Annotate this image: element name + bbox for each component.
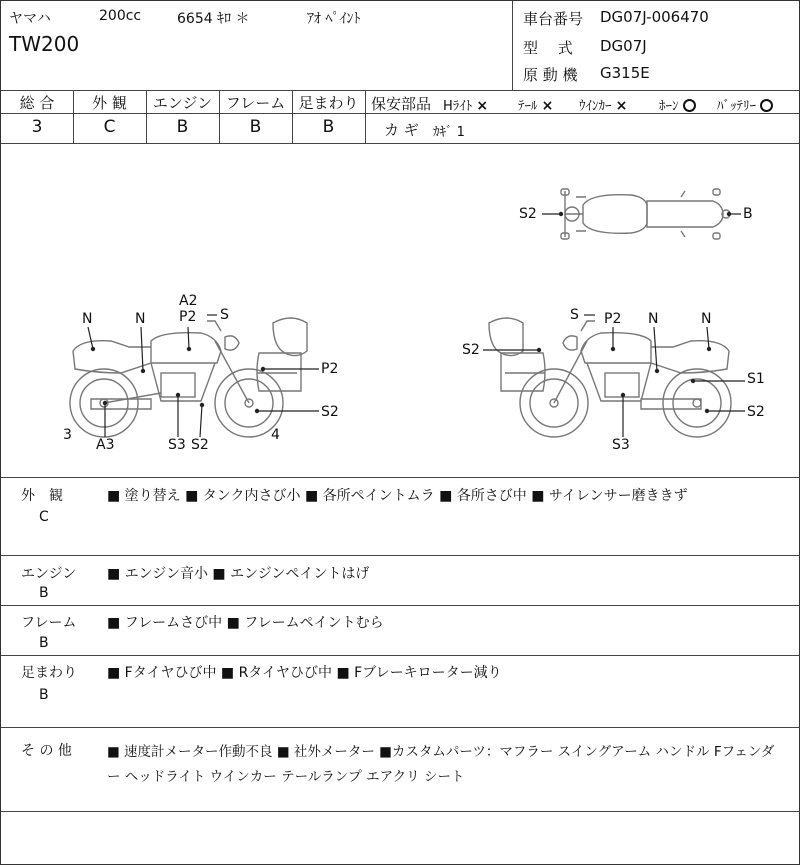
diagram-label: A2 <box>179 293 198 309</box>
remark-grade-exterior: C <box>39 509 49 525</box>
diagram-label: S2 <box>462 342 480 358</box>
diagram-label: N <box>701 311 712 327</box>
safety-item-name: Hﾗｲﾄ <box>443 99 473 114</box>
diagram-label: S2 <box>321 404 339 420</box>
color: ｱｵ ﾍﾟｲﾝﾄ <box>307 11 361 27</box>
safety-label: 保安部品 <box>371 95 432 113</box>
engine-value: G315E <box>600 64 650 82</box>
divider <box>1 811 800 812</box>
diagram-label: P2 <box>604 311 622 327</box>
displacement: 200cc <box>99 8 142 24</box>
cross-icon: × <box>541 98 554 114</box>
safety-item-name: ﾊﾞｯﾃﾘｰ <box>717 99 756 114</box>
cross-icon: × <box>476 98 489 114</box>
grade-header-engine: エンジン <box>152 94 213 112</box>
frame-no-label: 車台番号 <box>523 10 584 28</box>
grade-value-exterior: C <box>103 117 116 137</box>
engine-label: 原 動 機 <box>523 66 578 84</box>
divider <box>1 605 800 606</box>
divider <box>1 477 800 478</box>
grade-header-frame: フレーム <box>225 94 286 112</box>
type-label: 型 式 <box>523 39 573 57</box>
right-side-bike <box>489 318 731 437</box>
safety-item-name: ｳｲﾝｶｰ <box>579 99 612 114</box>
remark-label-suspension: 足まわり <box>21 665 77 681</box>
type-value: DG07J <box>600 37 647 55</box>
grade-value-total: 3 <box>31 117 43 137</box>
maker: ヤマハ <box>9 11 51 27</box>
grade-header-suspension: 足まわり <box>298 94 359 112</box>
remark-label-exterior: 外 観 <box>21 488 63 504</box>
diagram-label: S2 <box>747 404 765 420</box>
diagram-label: 3 <box>63 427 72 443</box>
remark-grade-suspension: B <box>39 687 49 703</box>
remark-text-suspension: ■ Fタイヤひび中 ■ Rタイヤひび中 ■ Fブレーキローター減り <box>107 665 502 681</box>
diagram-label: N <box>82 311 93 327</box>
safety-item-name: ﾎｰﾝ <box>659 99 679 114</box>
cross-icon: × <box>615 98 628 114</box>
grade-header-exterior: 外 観 <box>92 94 127 112</box>
divider <box>1 655 800 656</box>
diagram-label: S2 <box>519 206 537 222</box>
remark-label-engine: エンジン <box>21 566 77 582</box>
remark-text-other: ー ヘッドライト ウインカー テールランプ エアクリ シート <box>107 769 465 785</box>
diagram-label: S2 <box>191 437 209 453</box>
remark-text-engine: ■ エンジン音小 ■ エンジンペイントはげ <box>107 566 370 582</box>
bike-diagram <box>1 1 800 865</box>
mileage: 6654 ｷﾛ ＊ <box>177 11 250 27</box>
remark-label-other: そ の 他 <box>21 743 72 759</box>
remark-grade-frame: B <box>39 635 49 651</box>
diagram-label: B <box>743 206 753 222</box>
diagram-label: N <box>648 311 659 327</box>
remark-text-other: ■ 速度計メーター作動不良 ■ 社外メーター ■カスタムパーツ：マフラー スイングアーム ハンドル Fフェンダ <box>107 744 775 760</box>
diagram-label: S3 <box>168 437 186 453</box>
top-view-bike <box>561 189 730 239</box>
diagram-label: S1 <box>747 371 765 387</box>
key-value: ｶｷﾞ 1 <box>433 125 465 140</box>
diagram-label: P2 <box>179 309 197 325</box>
diagram-label: P2 <box>321 361 339 377</box>
remark-text-exterior: ■ 塗り替え ■ タンク内さび小 ■ 各所ペイントムラ ■ 各所さび中 ■ サイレンサー磨ききず <box>107 488 688 504</box>
safety-item-name: ﾃｰﾙ <box>518 99 538 114</box>
key-label: カ ギ <box>384 121 419 139</box>
grade-value-frame: B <box>249 117 262 137</box>
diagram-label: A3 <box>96 437 115 453</box>
remark-label-frame: フレーム <box>21 615 77 631</box>
grade-value-engine: B <box>176 117 189 137</box>
divider <box>1 555 800 556</box>
diagram-label: S <box>570 307 579 323</box>
grade-value-suspension: B <box>322 117 335 137</box>
remark-text-frame: ■ フレームさび中 ■ フレームペイントむら <box>107 615 384 631</box>
model-name: TW200 <box>9 32 80 56</box>
grade-header-total: 総 合 <box>19 94 55 112</box>
diagram-label: S3 <box>612 437 630 453</box>
remark-grade-engine: B <box>39 585 49 601</box>
divider <box>1 727 800 728</box>
diagram-label: S <box>220 307 229 323</box>
frame-no-value: DG07J-006470 <box>600 8 709 26</box>
diagram-label: 4 <box>271 427 280 443</box>
diagram-label: N <box>135 311 146 327</box>
